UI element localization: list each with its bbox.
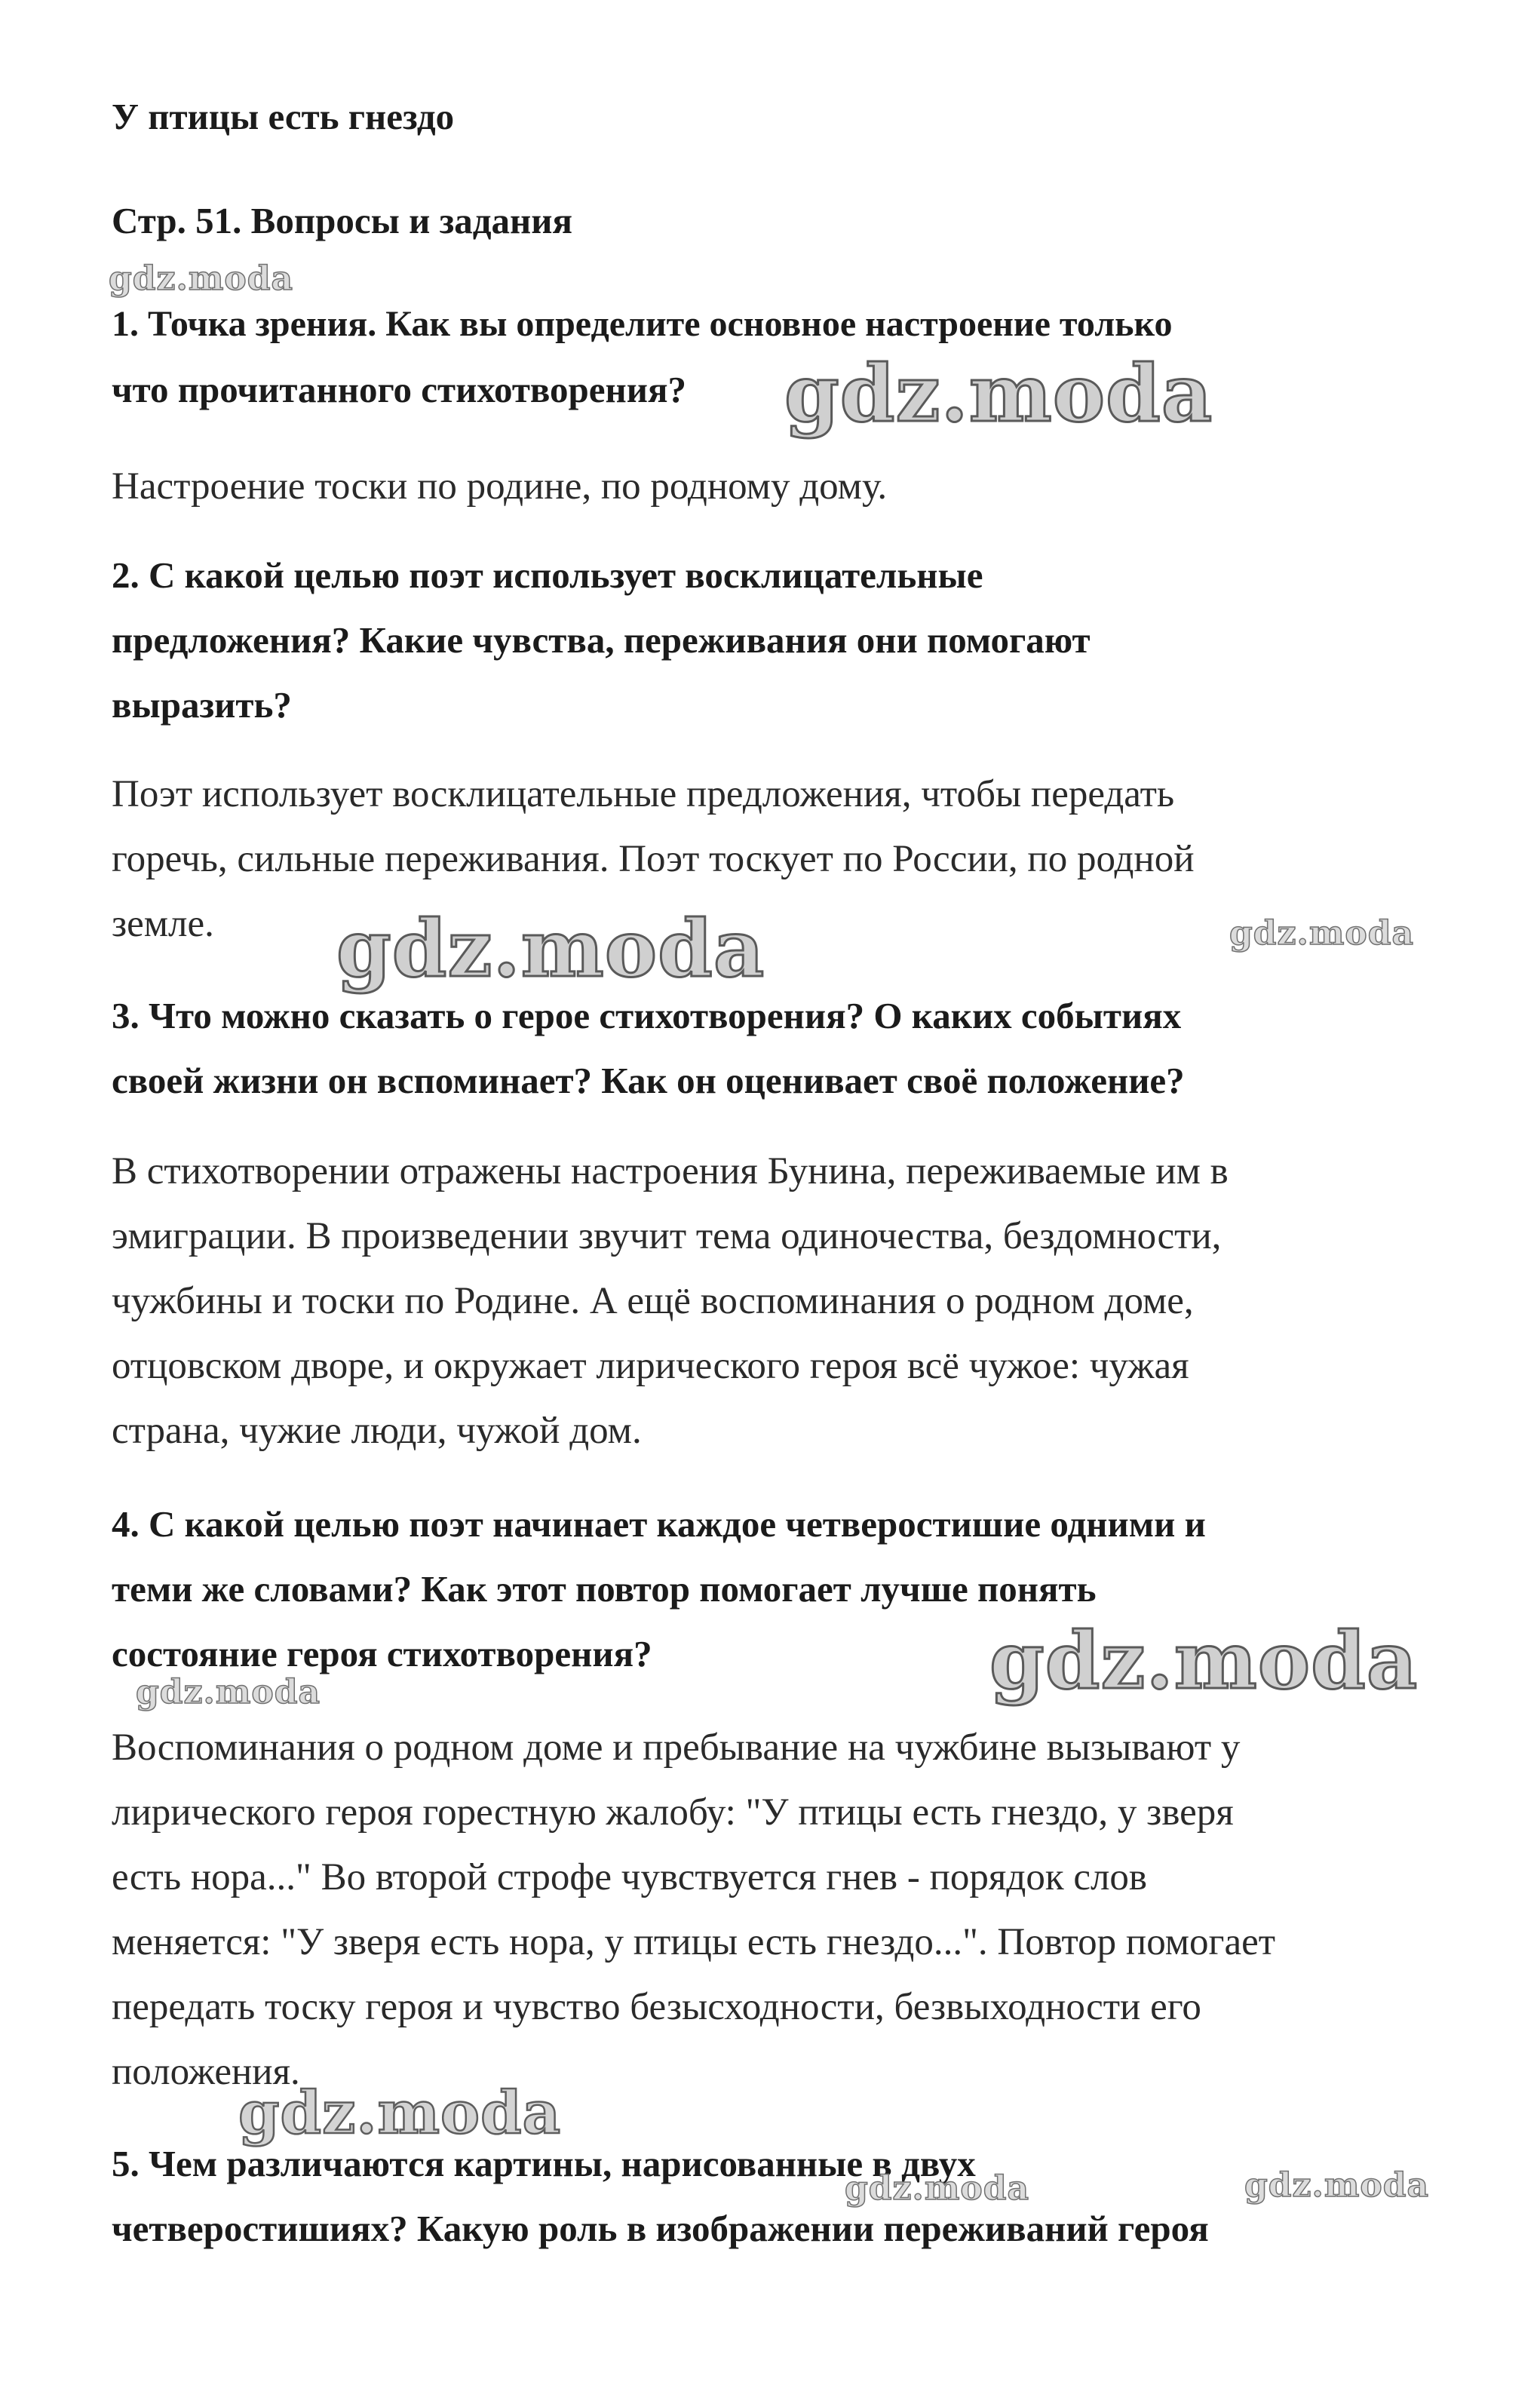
watermark: gdz.moda [238, 2079, 562, 2147]
answer-3-line-1: В стихотворении отражены настроения Бунина, переживаемые им в [112, 1150, 1229, 1192]
answer-4-line-5: передать тоску героя и чувство безысходности, безвыходности его [112, 1986, 1201, 2028]
question-1-line-2: что прочитанного стихотворения? [112, 369, 687, 410]
answer-2-line-1: Поэт использует восклицательные предложения, чтобы передать [112, 773, 1175, 815]
answer-4-line-2: лирического героя горестную жалобу: "У птицы есть гнездо, у зверя [112, 1791, 1234, 1834]
answer-4-line-4: меняется: "У зверя есть нора, у птицы есть гнездо...". Повтор помогает [112, 1921, 1275, 1963]
answer-3-line-3: чужбины и тоски по Родине. А ещё воспоминания о родном доме, [112, 1280, 1194, 1322]
answer-4-line-1: Воспоминания о родном доме и пребывание на чужбине вызывают у [112, 1726, 1241, 1769]
answer-1-line-1: Настроение тоски по родине, по родному дому. [112, 465, 888, 508]
page-title: У птицы есть гнездо [112, 96, 455, 137]
answer-2-line-3: земле. [112, 903, 214, 945]
question-2-line-3: выразить? [112, 684, 292, 726]
answer-3-line-5: страна, чужие люди, чужой дом. [112, 1410, 642, 1452]
answer-3-line-2: эмиграции. В произведении звучит тема одиночества, бездомности, [112, 1215, 1222, 1257]
question-2-line-1: 2. С какой целью поэт использует восклицательные [112, 554, 983, 596]
watermark: gdz.moda [845, 2169, 1030, 2208]
question-4-line-1: 4. С какой целью поэт начинает каждое четверостишие одними и [112, 1503, 1206, 1545]
watermark: gdz.moda [1229, 914, 1415, 953]
question-4-line-3: состояние героя стихотворения? [112, 1633, 652, 1674]
watermark: gdz.moda [109, 259, 294, 298]
watermark: gdz.moda [136, 1673, 321, 1711]
answer-4-line-3: есть нора..." Во второй строфе чувствуется гнев - порядок слов [112, 1856, 1148, 1898]
question-3-line-1: 3. Что можно сказать о герое стихотворения? О каких событиях [112, 995, 1182, 1036]
question-3-line-2: своей жизни он вспоминает? Как он оценивает своё положение? [112, 1060, 1185, 1101]
watermark: gdz.moda [989, 1614, 1419, 1707]
watermark: gdz.moda [784, 347, 1213, 440]
watermark: gdz.moda [1244, 2166, 1430, 2205]
question-4-line-2: теми же словами? Как этот повтор помогает лучше понять [112, 1568, 1097, 1610]
answer-3-line-4: отцовском дворе, и окружает лирического героя всё чужое: чужая [112, 1345, 1189, 1387]
question-1-line-1: 1. Точка зрения. Как вы определите основное настроение только [112, 304, 1173, 344]
answer-4-line-6: положения. [112, 2051, 300, 2093]
section-heading: Стр. 51. Вопросы и задания [112, 200, 573, 241]
watermark: gdz.moda [336, 902, 765, 995]
answer-2-line-2: горечь, сильные переживания. Поэт тоскует по России, по родной [112, 838, 1195, 880]
question-5-line-2: четверостишиях? Какую роль в изображении переживаний героя [112, 2208, 1209, 2249]
question-5-line-1: 5. Чем различаются картины, нарисованные в двух [112, 2143, 976, 2184]
question-2-line-2: предложения? Какие чувства, переживания они помогают [112, 619, 1091, 661]
